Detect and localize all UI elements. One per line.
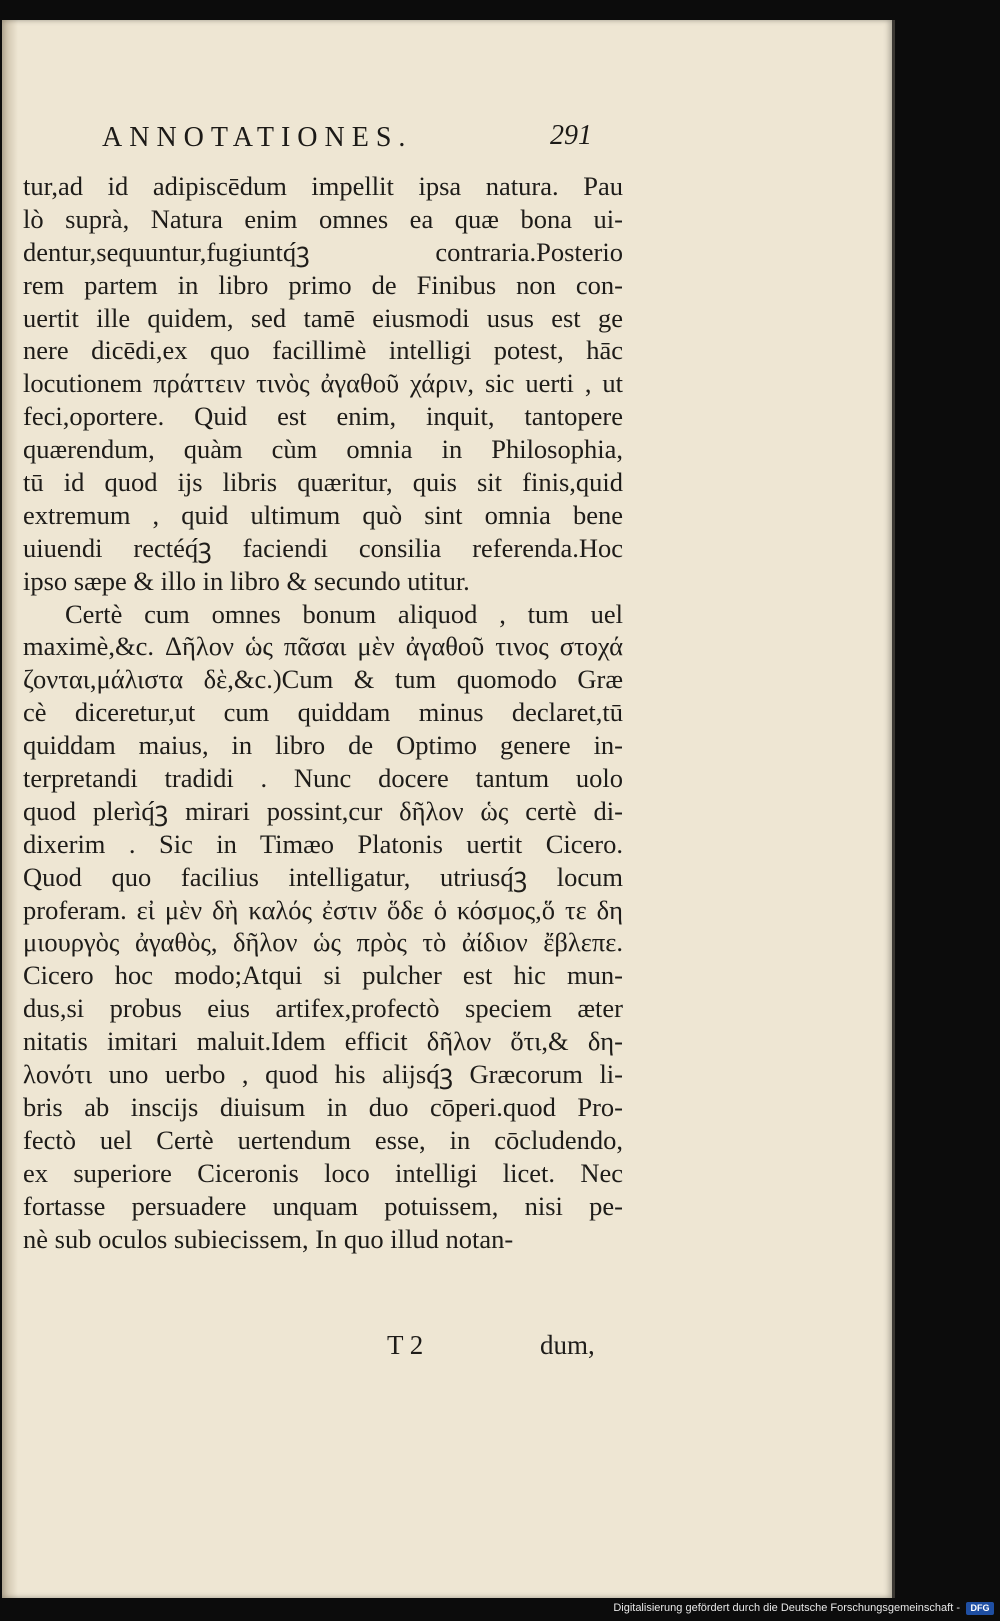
text-line: tur,ad id adipiscēdum impellit ipsa natura. Pau [23,171,623,201]
text-line: Cicero hoc modo;Atqui si pulcher est hic mun- [23,960,623,991]
running-head: ANNOTATIONES. [102,122,413,153]
text-line: tū id quod ĳs libris quæritur, quis sit finis,quid [23,467,623,498]
text-line: cè diceretur,ut cum quiddam minus declaret,tū [23,697,623,728]
text-line: nitatis imitari maluit.Idem efficit δῆλον ὅτι,& δη- [23,1026,623,1057]
text-line: lò suprà, Natura enim omnes ea quæ bona ui- [23,203,623,234]
text-line: locutionem πράττειν τινὸς ἀγαθοῦ χάριν, sic uerti , ut [23,368,623,399]
text-line: Quod quo facilius intelligatur, utriusq́ꝫ locum [23,861,623,892]
text-line: ipso sæpe & illo in libro & secundo utitur. [23,565,470,596]
text-line: dus,si probus eius artifex,profectò speciem æter [23,993,623,1024]
text-line: ζονται,μάλιστα δὲ,&c.)Cum & tum quomodo Græ [23,664,623,695]
page-number: 291 [550,120,592,151]
text-line: nere dicēdi,ex quo facillimè intelligi potest, hāc [23,335,623,366]
text-line: dixerim . Sic in Timæo Platonis uertit Cicero. [23,828,623,859]
text-line: terpretandi tradidi . Nunc docere tantum uolo [23,763,623,794]
text-line: quod plerìq́ꝫ mirari possint,cur δῆλον ὡς certè di- [23,795,623,826]
text-line: ex superiore Ciceronis loco intelligi licet. Nec [23,1157,623,1188]
text-line: quiddam maius, in libro de Optimo genere in- [23,730,623,761]
text-line: maximè,&c. Δῆλον ὡς πᾶσαι μὲν ἀγαθοῦ τινος στοχά [23,631,623,662]
text-line: rem partem in libro primo de Finibus non con- [23,269,623,300]
book-page [2,20,892,1598]
page-edge [892,20,895,1598]
text-line: feci,oportere. Quid est enim, inquit, tantopere [23,401,623,432]
signature-mark: T 2 [387,1330,424,1360]
catchword: dum, [540,1330,595,1360]
text-line: fectò uel Certè uertendum esse, in cōcludendo, [23,1124,623,1155]
text-line: nè sub oculos subiecissem, In quo illud notan- [23,1223,514,1254]
text-line: uertit ille quidem, sed tamē eiusmodi usus est ge [23,302,623,333]
text-line: fortasse persuadere unquam potuissem, nisi pe- [23,1190,623,1221]
text-line: extremum , quid ultimum quò sint omnia bene [23,499,623,530]
body-text [23,170,623,1255]
text-line: dentur,sequuntur,fugiuntq́ꝫ contraria.Posterio [23,236,623,267]
text-line: bris ab inscĳs diuisum in duo cōperi.quod Pro- [23,1091,623,1122]
text-line: μιουργὸς ἀγαθὸς, δῆλον ὡς πρὸς τὸ ἀίδιον ἔβλεπε. [23,927,623,958]
funding-credit: Digitalisierung gefördert durch die Deutsche Forschungsgemeinschaft - [613,1602,960,1614]
text-line: quærendum, quàm cùm omnia in Philosophia, [23,434,623,465]
text-line: Certè cum omnes bonum aliquod , tum uel [65,598,623,629]
text-line: proferam. εἰ μὲν δὴ καλός ἐστιν ὅδε ὁ κόσμος,ὅ τε δη [23,894,623,925]
text-line: λονότι uno uerbo , quod his alĳsq́ꝫ Græcorum li- [23,1059,623,1090]
text-line: uiuendi rectéq́ꝫ faciendi consilia referenda.Hoc [23,532,623,563]
page-foot [23,1330,623,1364]
dfg-logo: DFG [966,1602,994,1615]
digitization-footer [0,1598,1000,1621]
